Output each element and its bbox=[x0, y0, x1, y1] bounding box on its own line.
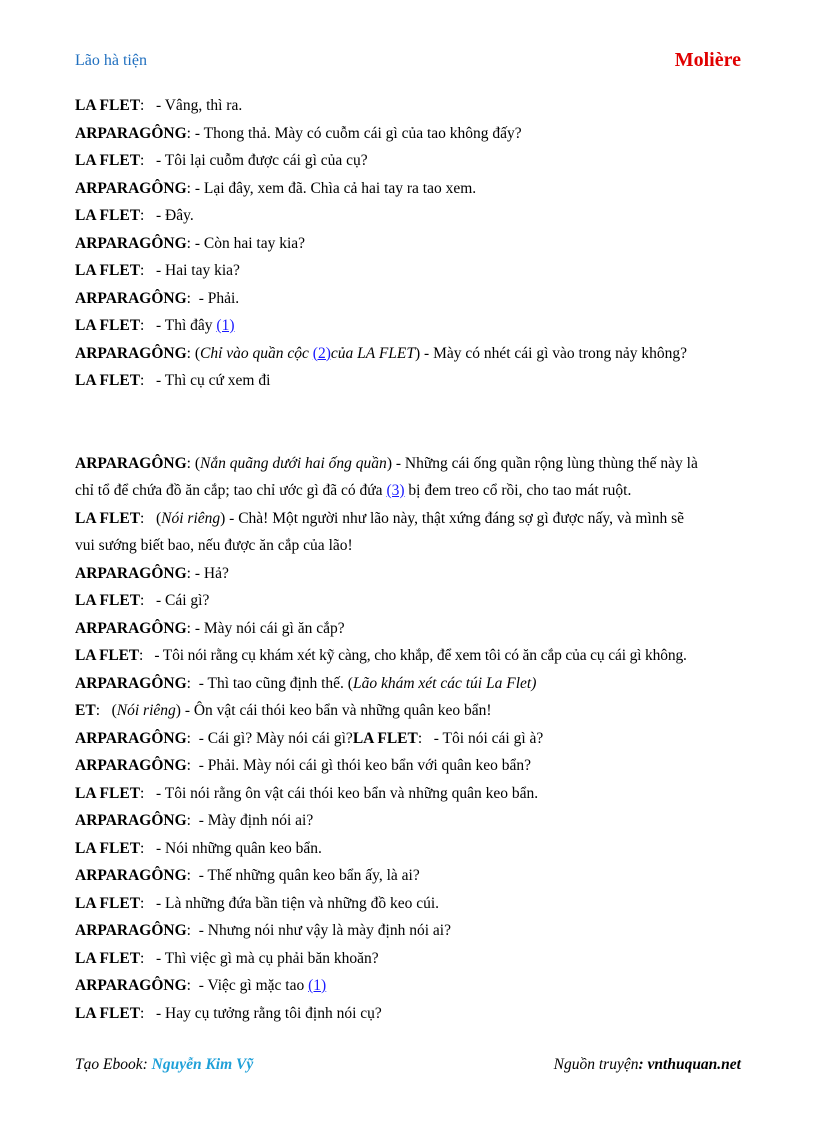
dialogue-text: - Tôi nói cái gì à? bbox=[433, 729, 544, 747]
dialogue-text: - Hai tay kia? bbox=[155, 262, 240, 279]
dialogue-text: - Mày nói cái gì ăn cắp? bbox=[194, 619, 345, 637]
dialogue-line-continued bbox=[75, 532, 745, 560]
speaker-name: LA FLET bbox=[75, 1004, 141, 1022]
dialogue-text: chỉ tổ để chứa đồ ăn cắp; tao chỉ ước gì đã có đứa bbox=[75, 482, 387, 499]
dialogue-line: LA FLET: - Hai tay kia? bbox=[75, 262, 240, 279]
speaker-name: ARPARAGÔNG bbox=[75, 289, 187, 307]
dialogue-line: ARPARAGÔNG: (Chỉ vào quần cộc (2)của LA FLET) - Mày có nhét cái gì vào trong nảy không? bbox=[75, 344, 688, 362]
speaker-name: LA FLET bbox=[75, 592, 141, 609]
speaker-name: LA FLET bbox=[75, 152, 141, 169]
section-gap bbox=[75, 395, 745, 450]
footnote-link[interactable]: (3) bbox=[386, 482, 405, 499]
footer-source-label: Nguồn truyện bbox=[553, 1056, 639, 1073]
speaker-name: ARPARAGÔNG bbox=[75, 234, 187, 252]
dialogue-line: ARPARAGÔNG: - Cái gì? Mày nói cái gì?LA FLET: - Tôi nói cái gì à? bbox=[75, 729, 544, 747]
footer-source-site[interactable]: vnthuquan.net bbox=[647, 1056, 741, 1073]
speaker-name: LA FLET bbox=[75, 262, 141, 279]
dialogue-text: - Tôi nói rằng ôn vật cái thói keo bẩn và những quân keo bẩn. bbox=[155, 784, 539, 802]
dialogue-line: LA FLET: - Tôi nói rằng cụ khám xét kỹ càng, cho khắp, để xem tôi có ăn cắp của cụ cái gì không. bbox=[75, 647, 687, 664]
dialogue-line: ARPARAGÔNG: - Lại đây, xem đã. Chìa cả hai tay ra tao xem. bbox=[75, 179, 477, 197]
speaker-name: LA FLET bbox=[75, 97, 141, 114]
dialogue-text: - Thong thả. Mày có cuỗm cái gì của tao không đấy? bbox=[194, 124, 522, 142]
dialogue-line: LA FLET: - Thì việc gì mà cụ phải băn khoăn? bbox=[75, 949, 379, 967]
dialogue-text: - Nhưng nói như vậy là mày định nói ai? bbox=[198, 922, 451, 939]
dialogue-line: ARPARAGÔNG: - Hả? bbox=[75, 564, 229, 582]
dialogue-line: ARPARAGÔNG: - Thì tao cũng định thế. (Lão khám xét các túi La Flet) bbox=[75, 674, 537, 692]
stage-direction: Chỉ vào quần cộc bbox=[200, 344, 313, 362]
author-name: Molière bbox=[674, 49, 741, 71]
speaker-name: ET bbox=[75, 702, 96, 719]
dialogue-text: ) - Chà! Một người như lão này, thật xứng đáng sợ gì được nấy, và mình sẽ bbox=[220, 509, 684, 527]
dialogue-text: - Thì đây bbox=[155, 317, 217, 334]
dialogue-text: vui sướng biết bao, nếu được ăn cắp của lão! bbox=[75, 537, 353, 554]
dialogue-line: LA FLET: - Hay cụ tưởng rằng tôi định nói cụ? bbox=[75, 1004, 382, 1022]
dialogue-line: ARPARAGÔNG: (Nắn quãng dưới hai ống quần) - Những cái ống quần rộng lùng thùng thế này là bbox=[75, 454, 698, 472]
dialogue-line: ARPARAGÔNG: - Thong thả. Mày có cuỗm cái gì của tao không đấy? bbox=[75, 124, 522, 142]
dialogue-line: LA FLET: - Là những đứa bần tiện và những đồ keo cúi. bbox=[75, 894, 440, 912]
dialogue-text: - Cái gì? Mày nói cái gì? bbox=[198, 729, 353, 747]
dialogue-line: LA FLET: (Nói riêng) - Chà! Một người như lão này, thật xứng đáng sợ gì được nấy, và mình sẽ bbox=[75, 509, 684, 527]
dialogue-text: - Thì việc gì mà cụ phải băn khoăn? bbox=[155, 949, 379, 967]
dialogue-text: - Phải. Mày nói cái gì thói keo bẩn với quân keo bẩn? bbox=[198, 757, 532, 774]
speaker-name: LA FLET bbox=[75, 949, 141, 967]
dialogue-text: - Tôi lại cuỗm được cái gì của cụ? bbox=[155, 152, 368, 169]
dialogue-text: - Việc gì mặc tao bbox=[198, 977, 309, 994]
dialogue-line: LA FLET: - Thì cụ cứ xem đi bbox=[75, 372, 271, 389]
stage-direction: Nắn quãng dưới hai ống quần bbox=[200, 454, 387, 472]
footnote-link[interactable]: (1) bbox=[216, 317, 235, 334]
speaker-name: LA FLET bbox=[75, 894, 141, 912]
speaker-name: LA FLET bbox=[75, 647, 139, 664]
speaker-name: ARPARAGÔNG bbox=[75, 757, 187, 774]
dialogue-text: - Thì cụ cứ xem đi bbox=[155, 372, 271, 389]
stage-direction: Nói riêng bbox=[161, 509, 221, 527]
speaker-name: ARPARAGÔNG bbox=[75, 977, 187, 994]
dialogue-line-continued bbox=[75, 477, 745, 505]
dialogue-line: ET: (Nói riêng) - Ôn vật cái thói keo bẩn và những quân keo bẩn! bbox=[75, 702, 492, 719]
dialogue-line: LA FLET: - Vâng, thì ra. bbox=[75, 97, 243, 114]
dialogue-text: bị đem treo cổ rồi, cho tao mát ruột. bbox=[404, 482, 632, 499]
speaker-name: ARPARAGÔNG bbox=[75, 922, 187, 939]
speaker-name: ARPARAGÔNG bbox=[75, 867, 187, 884]
dialogue-text: - Là những đứa bần tiện và những đồ keo cúi. bbox=[155, 894, 440, 912]
speaker-name: ARPARAGÔNG bbox=[75, 344, 187, 362]
book-title: Lão hà tiện bbox=[75, 52, 147, 69]
speaker-name: LA FLET bbox=[352, 729, 418, 747]
dialogue-text: - Nói những quân keo bẩn. bbox=[155, 839, 322, 857]
footnote-link[interactable]: (2) bbox=[312, 344, 331, 362]
dialogue-text: ) - Ôn vật cái thói keo bẩn và những quân keo bẩn! bbox=[175, 702, 492, 719]
dialogue-text: - Thế những quân keo bẩn ấy, là ai? bbox=[198, 867, 420, 884]
dialogue-text: - Mày định nói ai? bbox=[198, 812, 314, 829]
dialogue-text: ) - Mày có nhét cái gì vào trong nảy không? bbox=[415, 344, 688, 362]
dialogue-line: ARPARAGÔNG: - Thế những quân keo bẩn ấy, là ai? bbox=[75, 867, 420, 884]
dialogue-text: - Còn hai tay kia? bbox=[194, 234, 306, 252]
dialogue-line: ARPARAGÔNG: - Còn hai tay kia? bbox=[75, 234, 306, 252]
stage-direction: Lão khám xét các túi La Flet) bbox=[352, 674, 537, 692]
speaker-name: ARPARAGÔNG bbox=[75, 564, 187, 582]
dialogue-line: LA FLET: - Nói những quân keo bẩn. bbox=[75, 839, 322, 857]
dialogue-text: - Tôi nói rằng cụ khám xét kỹ càng, cho khắp, để xem tôi có ăn cắp của cụ cái gì không. bbox=[154, 647, 687, 664]
dialogue-text: - Hả? bbox=[194, 564, 229, 582]
speaker-name: LA FLET bbox=[75, 509, 141, 527]
dialogue-text: - Lại đây, xem đã. Chìa cả hai tay ra tao xem. bbox=[194, 179, 477, 197]
speaker-name: ARPARAGÔNG bbox=[75, 674, 187, 692]
dialogue-line: LA FLET: - Cái gì? bbox=[75, 592, 210, 609]
dialogue-text: - Hay cụ tưởng rằng tôi định nói cụ? bbox=[155, 1004, 382, 1022]
stage-direction: của LA FLET bbox=[330, 344, 415, 362]
dialogue-line: LA FLET: - Tôi nói rằng ôn vật cái thói keo bẩn và những quân keo bẩn. bbox=[75, 784, 539, 802]
speaker-name: LA FLET bbox=[75, 317, 141, 334]
dialogue-line: LA FLET: - Đây. bbox=[75, 207, 194, 224]
speaker-name: ARPARAGÔNG bbox=[75, 124, 187, 142]
dialogue-line: ARPARAGÔNG: - Mày nói cái gì ăn cắp? bbox=[75, 619, 345, 637]
speaker-name: LA FLET bbox=[75, 207, 141, 224]
dialogue-text: - Thì tao cũng định thế. ( bbox=[198, 674, 353, 692]
dialogue-line: ARPARAGÔNG: - Phải. bbox=[75, 289, 240, 307]
speaker-name: ARPARAGÔNG bbox=[75, 619, 187, 637]
dialogue-line: ARPARAGÔNG: - Phải. Mày nói cái gì thói keo bẩn với quân keo bẩn? bbox=[75, 757, 532, 774]
footer-credit: Tạo Ebook: Nguyễn Kim Vỹ bbox=[75, 1056, 254, 1073]
dialogue-line: ARPARAGÔNG: - Việc gì mặc tao (1) bbox=[75, 977, 327, 994]
speaker-name: ARPARAGÔNG bbox=[75, 729, 187, 747]
dialogue-text: - Cái gì? bbox=[155, 592, 210, 609]
speaker-name: LA FLET bbox=[75, 784, 141, 802]
dialogue-line: LA FLET: - Thì đây (1) bbox=[75, 317, 235, 334]
speaker-name: ARPARAGÔNG bbox=[75, 812, 187, 829]
speaker-name: LA FLET bbox=[75, 372, 141, 389]
footer-credit-label: Tạo Ebook bbox=[75, 1056, 143, 1073]
speaker-name: ARPARAGÔNG bbox=[75, 179, 187, 197]
page-body bbox=[75, 92, 745, 1027]
dialogue-text: - Đây. bbox=[155, 207, 194, 224]
footer-credit-name: Nguyễn Kim Vỹ bbox=[151, 1056, 254, 1073]
footer-source: Nguồn truyện: vnthuquan.net bbox=[553, 1056, 741, 1073]
speaker-name: ARPARAGÔNG bbox=[75, 454, 187, 472]
footnote-link[interactable]: (1) bbox=[308, 977, 327, 994]
dialogue-line: ARPARAGÔNG: - Nhưng nói như vậy là mày định nói ai? bbox=[75, 922, 451, 939]
stage-direction: Nói riêng bbox=[116, 702, 176, 719]
dialogue-text: - Phải. bbox=[198, 289, 240, 307]
dialogue-text: - Vâng, thì ra. bbox=[155, 97, 243, 114]
speaker-name: LA FLET bbox=[75, 839, 141, 857]
dialogue-line: LA FLET: - Tôi lại cuỗm được cái gì của cụ? bbox=[75, 152, 368, 169]
dialogue-text: ) - Những cái ống quần rộng lùng thùng thế này là bbox=[386, 454, 698, 472]
dialogue-line: ARPARAGÔNG: - Mày định nói ai? bbox=[75, 812, 314, 829]
